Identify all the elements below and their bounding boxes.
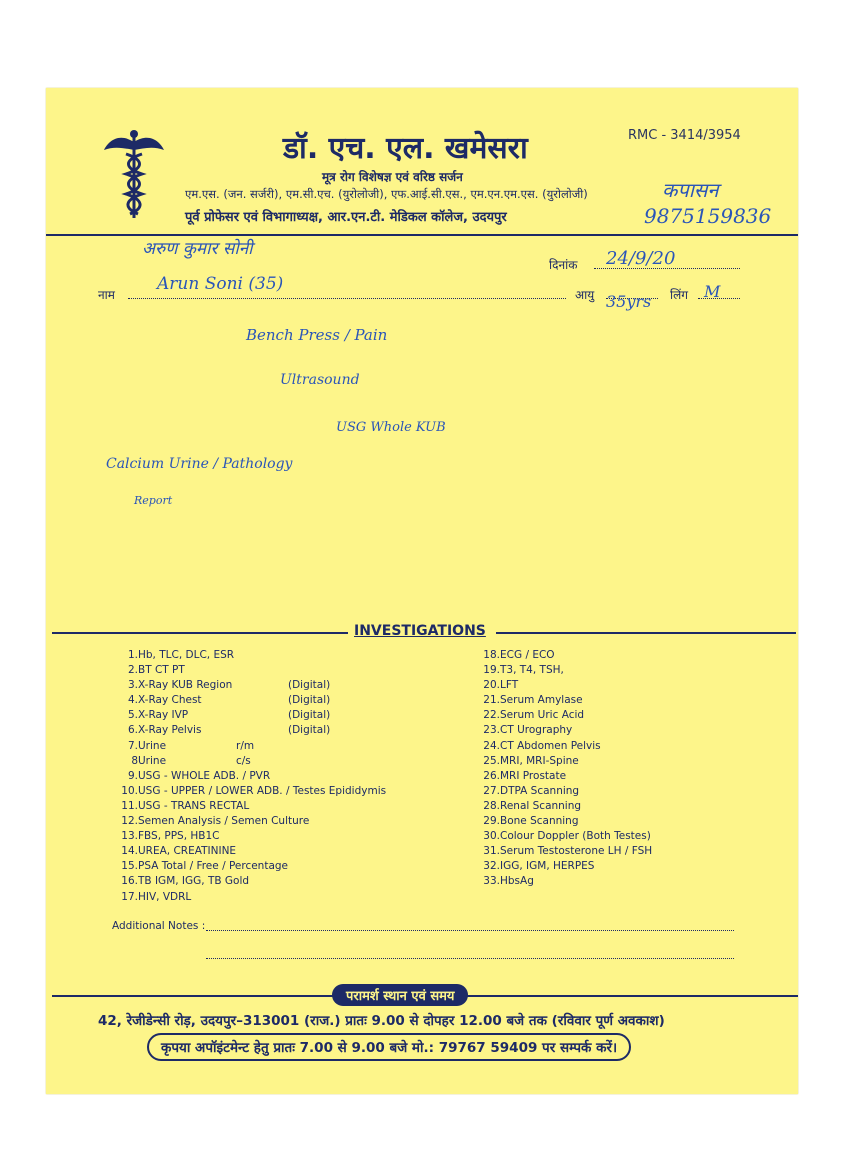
investigation-name: Urine [138,739,167,752]
investigation-item [474,648,734,663]
note-line-4: Calcium Urine / Pathology [106,456,293,472]
investigation-name: ECG / ECO [500,649,555,661]
note-line-2: Ultrasound [280,372,360,388]
investigation-name: Serum Uric Acid [500,709,585,722]
investigation-number: 32. [483,860,500,873]
investigation-number: 23. [483,724,500,737]
investigation-item [112,739,452,754]
note-line-3: USG Whole KUB [336,420,446,435]
investigation-name: X-Ray Chest [138,694,202,707]
investigation-tag: (Digital) [288,709,331,722]
investigation-name: LFT [500,679,519,692]
investigation-number: 27. [483,784,500,797]
investigation-item [112,678,452,693]
name-label: नाम [98,288,115,302]
investigation-name: X-Ray IVP [138,709,189,722]
handwritten-place: कपासन [662,178,719,202]
investigation-name: X-Ray KUB Region [138,679,233,692]
investigation-number: 5. [127,709,138,722]
investigation-item [474,799,734,814]
degrees: एम.एस. (जन. सर्जरी), एम.सी.एच. (युरोलोजी), एफ.आई.सी.एस., एम.एन.एम.एस. (युरोलोजी) [185,187,588,201]
additional-notes-line-1 [206,930,734,931]
investigation-item [474,723,734,738]
investigation-name: HbsAg [500,875,534,888]
investigation-item [112,663,452,678]
investigation-number: 21. [483,694,500,707]
investigation-item [112,859,452,874]
appointment-info: कृपया अपॉइंटमेन्ट हेतु प्रातः 7.00 से 9.00 बजे मो.: 79767 59409 पर सम्पर्क करें। [147,1033,631,1061]
investigation-number: 33. [483,875,500,888]
investigation-item [474,678,734,693]
investigation-tag: (Digital) [288,694,331,707]
note-line-5: Report [134,494,173,507]
investigation-number: 22. [483,709,500,722]
investigation-name: FBS, PPS, HB1C [138,830,220,843]
investigation-tag: c/s [236,754,251,767]
note-line-1: Bench Press / Pain [246,326,388,344]
caduceus-logo-icon [104,128,164,220]
investigation-number: 28. [483,799,500,812]
investigations-right-list [474,648,734,890]
investigation-number: 9. [127,769,138,782]
investigation-item [474,708,734,723]
investigation-item [112,874,452,889]
investigations-left-list [112,648,452,905]
investigation-item [112,693,452,708]
investigation-name: Serum Testosterone LH / FSH [500,845,653,858]
investigation-name: Colour Doppler (Both Testes) [500,830,651,843]
specialty: मूत्र रोग विशेषज्ञ एवं वरिष्ठ सर्जन [322,170,463,184]
investigation-number: 30. [483,830,500,843]
investigation-number: 18. [483,649,500,661]
investigation-item [112,708,452,723]
investigation-item [474,829,734,844]
handwritten-phone: 9875159836 [644,204,772,228]
investigation-number: 16. [121,875,138,888]
investigation-number: 11. [121,799,138,812]
investigation-number: 13. [121,830,138,843]
investigations-rule-left [52,632,348,634]
investigation-number: 15. [121,860,138,873]
name-line [128,298,566,299]
age-label: आयु [575,288,595,302]
investigation-name: USG - WHOLE ADB. / PVR [138,769,271,782]
investigation-item [474,693,734,708]
investigation-number: 19. [483,664,500,677]
investigation-name: Urine [138,754,167,767]
investigation-item [474,754,734,769]
investigation-number: 31. [483,845,500,858]
investigation-number: 14. [121,845,138,858]
investigation-number: 26. [483,769,500,782]
investigation-item [112,890,452,905]
investigation-item [474,844,734,859]
investigation-item [474,784,734,799]
investigation-number: 3. [127,679,138,692]
investigation-name: USG - TRANS RECTAL [138,799,250,812]
investigations-rule-right [496,632,796,634]
investigation-item [112,844,452,859]
investigation-name: T3, T4, TSH, [500,664,564,677]
investigation-item [474,739,734,754]
investigation-name: CT Abdomen Pelvis [500,739,601,752]
investigation-number: 4. [127,694,138,707]
doctor-name: डॉ. एच. एल. खमेसरा [283,131,528,166]
additional-notes-label: Additional Notes : [112,920,206,932]
investigation-tag: r/m [236,739,255,752]
investigation-name: TB IGM, IGG, TB Gold [138,875,250,888]
investigation-item [112,829,452,844]
former-position: पूर्व प्रोफेसर एवं विभागाध्यक्ष, आर.एन.टी. मेडिकल कॉलेज, उदयपुर [185,210,507,225]
date-value: 24/9/20 [606,248,676,269]
additional-notes-line-2 [206,958,734,959]
investigation-number: 24. [483,739,500,752]
investigation-item [474,814,734,829]
investigation-item [112,754,452,769]
sex-value: M [704,282,721,301]
investigation-number: 1. [127,649,138,661]
investigation-name: Semen Analysis / Semen Culture [138,815,310,828]
investigation-name: BT CT PT [138,664,185,677]
investigation-name: Renal Scanning [500,799,582,812]
clinic-address: 42, रेजीडेन्सी रोड़, उदयपुर–313001 (राज.) प्रातः 9.00 से दोपहर 12.00 बजे तक (रविवार पूर्ण अवकाश) [98,1013,665,1029]
investigation-name: CT Urography [500,724,573,737]
date-label: दिनांक [549,258,578,272]
age-value: 35yrs [606,292,652,311]
investigation-name: Bone Scanning [500,815,579,828]
investigation-name: UREA, CREATININE [138,845,237,858]
investigation-item [474,874,734,889]
name-value: Arun Soni (35) [157,274,284,294]
investigation-name: DTPA Scanning [500,784,580,797]
investigation-item [112,648,452,663]
investigation-item [474,859,734,874]
investigation-tag: (Digital) [288,679,331,692]
investigation-name: Serum Amylase [500,694,583,707]
investigation-name: IGG, IGM, HERPES [500,860,595,873]
investigation-name: USG - UPPER / LOWER ADB. / Testes Epididymis [138,784,387,797]
investigation-item [112,814,452,829]
investigation-item [112,769,452,784]
investigation-number: 17. [121,890,138,903]
investigation-name: MRI Prostate [500,769,567,782]
sex-label: लिंग [670,288,689,302]
investigation-tag: (Digital) [288,724,331,737]
consultation-banner: परामर्श स्थान एवं समय [332,984,468,1006]
investigation-number: 8 [131,754,138,767]
investigation-number: 12. [121,815,138,828]
investigation-number: 2. [127,664,138,677]
investigation-number: 25. [483,754,500,767]
investigation-number: 20. [483,679,500,692]
investigation-number: 6. [127,724,138,737]
investigation-item [474,769,734,784]
investigation-item [112,799,452,814]
investigation-name: HIV, VDRL [138,890,192,903]
investigation-name: MRI, MRI-Spine [500,754,579,767]
rmc-number: RMC - 3414/3954 [628,128,741,143]
investigation-number: 29. [483,815,500,828]
investigation-name: PSA Total / Free / Percentage [138,860,289,873]
investigation-item [112,784,452,799]
investigation-number: 7. [127,739,138,752]
investigation-name: Hb, TLC, DLC, ESR [138,649,235,661]
investigation-item [474,663,734,678]
investigation-item [112,723,452,738]
investigation-name: X-Ray Pelvis [138,724,202,737]
handwritten-hindi-name: अरुण कुमार सोनी [142,239,253,259]
investigations-title: INVESTIGATIONS [354,623,486,639]
investigation-number: 10. [121,784,138,797]
